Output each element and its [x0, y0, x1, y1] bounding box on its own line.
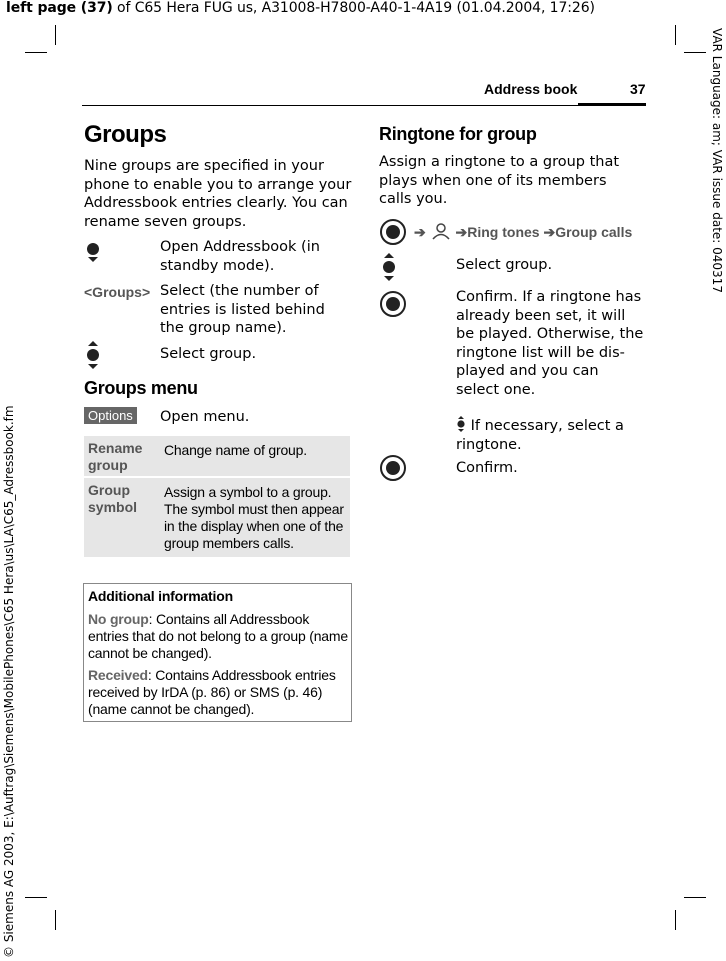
joystick-up-down-icon [456, 415, 466, 433]
no-group-term: No group [88, 611, 149, 627]
joystick-up-down-icon [86, 340, 100, 370]
crop-mark [675, 25, 676, 45]
crop-mark [675, 910, 676, 930]
crop-mark [684, 897, 706, 898]
info-received [88, 667, 350, 718]
joystick-down-icon [86, 242, 100, 264]
open-menu-text: Open menu. [160, 409, 250, 425]
crop-mark [55, 910, 56, 930]
menu-path [414, 222, 632, 241]
step-open-addressbook: Open Addressbook (in standby mode). [160, 239, 320, 274]
joystick-center-icon [379, 290, 407, 318]
document-info-line [6, 0, 595, 16]
page-indicator: left page (37) [6, 0, 113, 16]
table-desc-group-symbol: Assign a symbol to a group. The symbol must then appear in the display when one of the group members calls. [164, 484, 344, 551]
copyright-path-note: © Siemens AG 2003, E:\Auftrag\Siemens\MobilePhones\C65 Hera\us\LA\C65_Adressbook.fm [2, 405, 16, 958]
arrow-icon: ➔ [455, 224, 468, 240]
joystick-up-down-icon [382, 252, 396, 282]
crop-mark [55, 25, 56, 45]
options-softkey: Options [84, 407, 137, 424]
var-language-note: VAR Language: am; VAR issue date: 040317 [710, 28, 724, 293]
joystick-center-icon [379, 218, 407, 246]
table-desc-rename-group: Change name of group. [164, 442, 307, 458]
section-title-groups-menu: Groups menu [84, 378, 198, 398]
groups-intro: Nine groups are specified in your phone to enable you to arrange your Addressbook entries clearly. You can rename seven groups. [84, 158, 352, 230]
right-step-confirm-play: Confirm. If a ringtone has already been set, it will be played. Otherwise, the ringtone list will be dis-played and you can select one. [456, 289, 644, 398]
select-ringtone-text: If necessary, select a ringtone. [456, 418, 624, 453]
header-rule [82, 105, 646, 106]
crop-mark [25, 52, 47, 53]
ringtone-intro: Assign a ringtone to a group that plays when one of its members calls you. [379, 154, 620, 207]
info-no-group [88, 611, 350, 662]
step-select-group: Select group. [160, 346, 257, 362]
table-key-rename-group: Rename group [88, 440, 143, 473]
section-title-ringtone: Ringtone for group [379, 124, 537, 144]
received-term: Received [88, 667, 148, 683]
menu-path-ring-tones: Ring tones [467, 224, 540, 240]
no-group-text: : Contains all Addressbook entries that do not belong to a group (name cannot be changed). [88, 611, 348, 661]
menu-path-group-calls: Group calls [555, 224, 633, 240]
crop-mark [684, 52, 706, 53]
page-number-rule [578, 103, 646, 106]
additional-info-title: Additional information [88, 588, 233, 604]
received-text: : Contains Addressbook entries received by IrDA (p. 86) or SMS (p. 46) (name cannot be changed). [88, 667, 336, 717]
right-step-select-ringtone [456, 415, 646, 454]
right-step-select-group: Select group. [456, 257, 553, 273]
arrow-icon: ➔ [414, 224, 426, 240]
document-info: of C65 Hera FUG us, A31008-H7800-A40-1-4A19 (01.04.2004, 17:26) [112, 0, 595, 16]
page-number: 37 [630, 81, 646, 97]
arrow-icon: ➔ [543, 224, 556, 240]
step-select-groups: Select (the number of entries is listed behind the group name). [160, 283, 325, 336]
section-title-groups: Groups [84, 121, 167, 148]
joystick-center-icon [379, 454, 407, 482]
addressbook-menu-icon [430, 222, 452, 240]
running-header-title: Address book [484, 81, 578, 97]
groups-softkey-label: <Groups> [84, 284, 151, 300]
crop-mark [25, 897, 47, 898]
right-step-confirm: Confirm. [456, 460, 518, 476]
table-key-group-symbol: Group symbol [88, 482, 138, 515]
